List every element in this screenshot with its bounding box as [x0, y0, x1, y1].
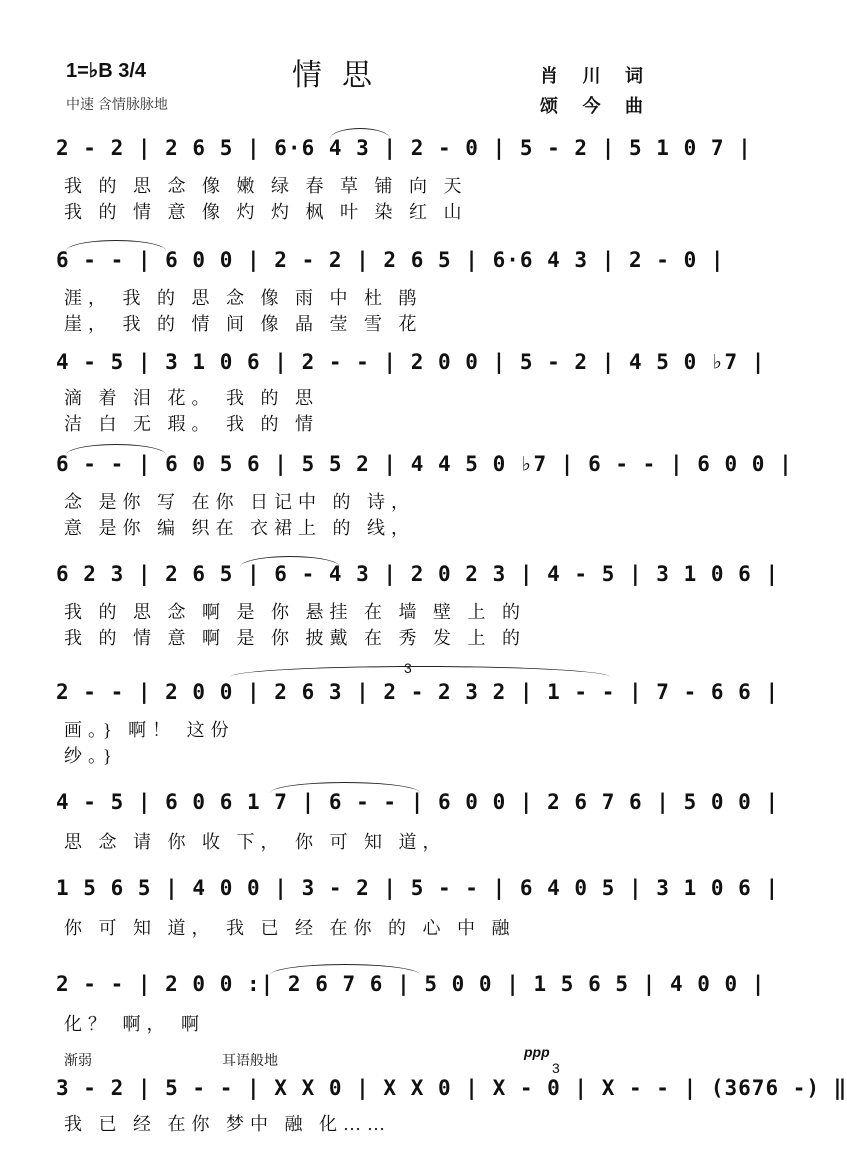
staff-2-lyric-verse-1: 涯， 我 的 思 念 像 雨 中 杜 鹃: [64, 288, 423, 308]
staff-4-lyric-verse-1: 念 是你 写 在你 日记中 的 诗，: [64, 492, 415, 512]
staff-5-notes: 6 2 3 | 2 6 5 | 6 - 4 3 | 2 0 2 3 | 4 - 5 | 3 1 0 6 |: [56, 562, 780, 586]
staff-7-notes: 4 - 5 | 6 0 6 1 7 | 6 - - | 6 0 0 | 2 6 7 6 | 5 0 0 |: [56, 790, 780, 814]
staff-6: [56, 680, 780, 714]
staff-10-lyric: 我 已 经 在你 梦中 融 化……: [64, 1114, 391, 1134]
staff-6-lyric-verse-2: 纱。}: [64, 746, 118, 766]
triplet-mark-1: 3: [404, 660, 412, 676]
staff-2-notes: 6 - - | 6 0 0 | 2 - 2 | 2 6 5 | 6·6 4 3 | 2 - 0 |: [56, 248, 725, 272]
slur-arc: [330, 128, 390, 139]
slur-arc: [66, 444, 166, 455]
staff-8: [56, 876, 780, 910]
staff-5-lyric-verse-2: 我 的 情 意 啊 是 你 披戴 在 秀 发 上 的: [64, 628, 526, 648]
staff-10-notes: 3 - 2 | 5 - - | X X 0 | X X 0 | X - 0 | X - - | (3676 -) ‖: [56, 1076, 847, 1100]
song-title: 情思: [292, 59, 392, 92]
whisper-mark: 耳语般地: [222, 1052, 278, 1068]
staff-2: [56, 248, 725, 282]
staff-4-lyric-verse-2: 意 是你 编 织在 衣裙上 的 线，: [64, 518, 415, 538]
staff-7-lyric: 思 念 请 你 收 下， 你 可 知 道，: [64, 832, 447, 852]
decrescendo-mark: 渐弱: [64, 1052, 92, 1068]
tempo-marking: 中速 含情脉脉地: [66, 96, 168, 112]
slur-arc: [66, 240, 166, 251]
staff-6-notes: 2 - - | 2 0 0 | 2 6 3 | 2 - 2 3 2 | 1 - - | 7 - 6 6 |: [56, 680, 780, 704]
staff-3-notes: 4 - 5 | 3 1 0 6 | 2 - - | 2 0 0 | 5 - 2 | 4 5 0 ♭7 |: [56, 350, 766, 374]
staff-1-notes: 2 - 2 | 2 6 5 | 6·6 4 3 | 2 - 0 | 5 - 2 | 5 1 0 7 |: [56, 136, 752, 160]
staff-9-notes: 2 - - | 2 0 0 :| 2 6 7 6 | 5 0 0 | 1 5 6 5 | 4 0 0 |: [56, 972, 766, 996]
staff-1-lyric-verse-2: 我 的 情 意 像 灼 灼 枫 叶 染 红 山: [64, 202, 468, 222]
staff-3: [56, 350, 766, 384]
composer-credit: 颂 今 曲: [540, 96, 653, 116]
staff-5-lyric-verse-1: 我 的 思 念 啊 是 你 悬挂 在 墙 壁 上 的: [64, 602, 526, 622]
staff-8-lyric: 你 可 知 道， 我 已 经 在你 的 心 中 融: [64, 918, 516, 938]
staff-10: [56, 1076, 847, 1110]
staff-1: [56, 136, 752, 170]
slur-arc: [270, 964, 420, 975]
staff-2-lyric-verse-2: 崖， 我 的 情 间 像 晶 莹 雪 花: [64, 314, 423, 334]
staff-9: [56, 972, 766, 1006]
staff-4: [56, 452, 793, 486]
slur-arc: [230, 666, 610, 677]
key-signature: 1=♭B 3/4: [66, 60, 147, 82]
staff-5: [56, 562, 780, 596]
lyricist-credit: 肖 川 词: [540, 66, 653, 86]
staff-7: [56, 790, 780, 824]
dynamic-ppp: ppp: [524, 1044, 550, 1060]
slur-arc: [270, 782, 420, 793]
triplet-mark-2: 3: [552, 1060, 560, 1076]
staff-8-notes: 1 5 6 5 | 4 0 0 | 3 - 2 | 5 - - | 6 4 0 5 | 3 1 0 6 |: [56, 876, 780, 900]
staff-4-notes: 6 - - | 6 0 5 6 | 5 5 2 | 4 4 5 0 ♭7 | 6 - - | 6 0 0 |: [56, 452, 793, 476]
staff-1-lyric-verse-1: 我 的 思 念 像 嫩 绿 春 草 铺 向 天: [64, 176, 468, 196]
staff-6-lyric-verse-1: 画。} 啊！ 这份: [64, 720, 235, 740]
staff-3-lyric-verse-1: 滴 着 泪 花。 我 的 思: [64, 388, 319, 408]
staff-3-lyric-verse-2: 洁 白 无 瑕。 我 的 情: [64, 414, 319, 434]
staff-9-lyric: 化？ 啊， 啊: [64, 1014, 205, 1034]
slur-arc: [240, 556, 340, 567]
